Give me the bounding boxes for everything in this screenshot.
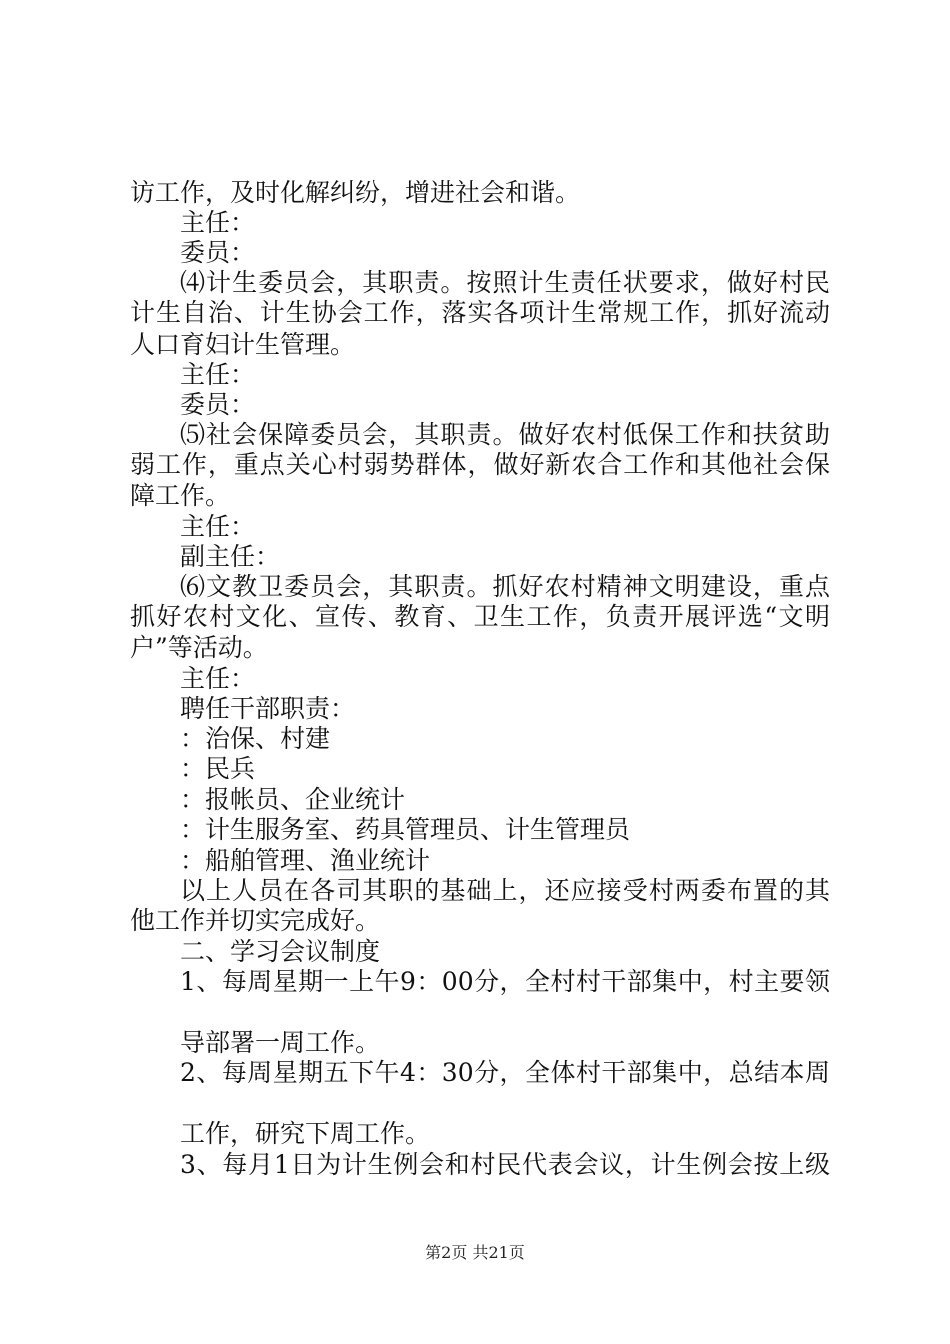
- body-line: 主任：: [180, 512, 256, 541]
- body-line: 他工作并切实完成好。: [130, 906, 381, 935]
- body-line: ⑹文教卫委员会，其职责。抓好农村精神文明建设，重点: [180, 572, 830, 601]
- body-line: 户”等活动。: [130, 633, 268, 662]
- body-line: 访工作，及时化解纠纷，增进社会和谐。: [130, 178, 581, 207]
- body-line: ⑸社会保障委员会，其职责。做好农村低保工作和扶贫助: [180, 420, 830, 449]
- body-line: 2、每周星期五下午4：30分，全体村干部集中，总结本周: [180, 1058, 830, 1087]
- section-heading: 二、学习会议制度: [180, 937, 381, 966]
- body-line: 主任：: [180, 360, 256, 389]
- body-line: 1、每周星期一上午9：00分，全村村干部集中，村主要领: [180, 967, 830, 996]
- body-line: 聘任干部职责：: [180, 694, 356, 723]
- body-line: 抓好农村文化、宣传、教育、卫生工作，负责开展评选“文明: [130, 602, 830, 631]
- body-line: 弱工作，重点关心村弱势群体，做好新农合工作和其他社会保: [130, 450, 830, 479]
- body-line: 主任：: [180, 664, 256, 693]
- body-line: 障工作。: [130, 481, 231, 510]
- body-line: 委员：: [180, 238, 256, 267]
- body-line: 工作，研究下周工作。: [180, 1119, 431, 1148]
- page-number-footer: 第2页 共21页: [425, 1243, 525, 1262]
- body-line: ⑷计生委员会，其职责。按照计生责任状要求，做好村民: [180, 268, 830, 297]
- body-line: ：治保、村建: [180, 724, 331, 753]
- body-line: 以上人员在各司其职的基础上，还应接受村两委布置的其: [180, 876, 830, 905]
- body-line: ：报帐员、企业统计: [180, 785, 406, 814]
- body-line: 计生自治、计生协会工作，落实各项计生常规工作，抓好流动: [130, 298, 830, 327]
- body-line: 副主任：: [180, 542, 281, 571]
- body-line: 主任：: [180, 208, 256, 237]
- body-line: ：计生服务室、药具管理员、计生管理员: [180, 815, 631, 844]
- body-line: 人口育妇计生管理。: [130, 330, 356, 359]
- body-line: 3、每月1日为计生例会和村民代表会议，计生例会按上级: [180, 1150, 830, 1179]
- body-line: ：船舶管理、渔业统计: [180, 846, 431, 875]
- body-line: 委员：: [180, 390, 256, 419]
- body-line: ：民兵: [180, 754, 256, 783]
- body-line: 导部署一周工作。: [180, 1028, 381, 1057]
